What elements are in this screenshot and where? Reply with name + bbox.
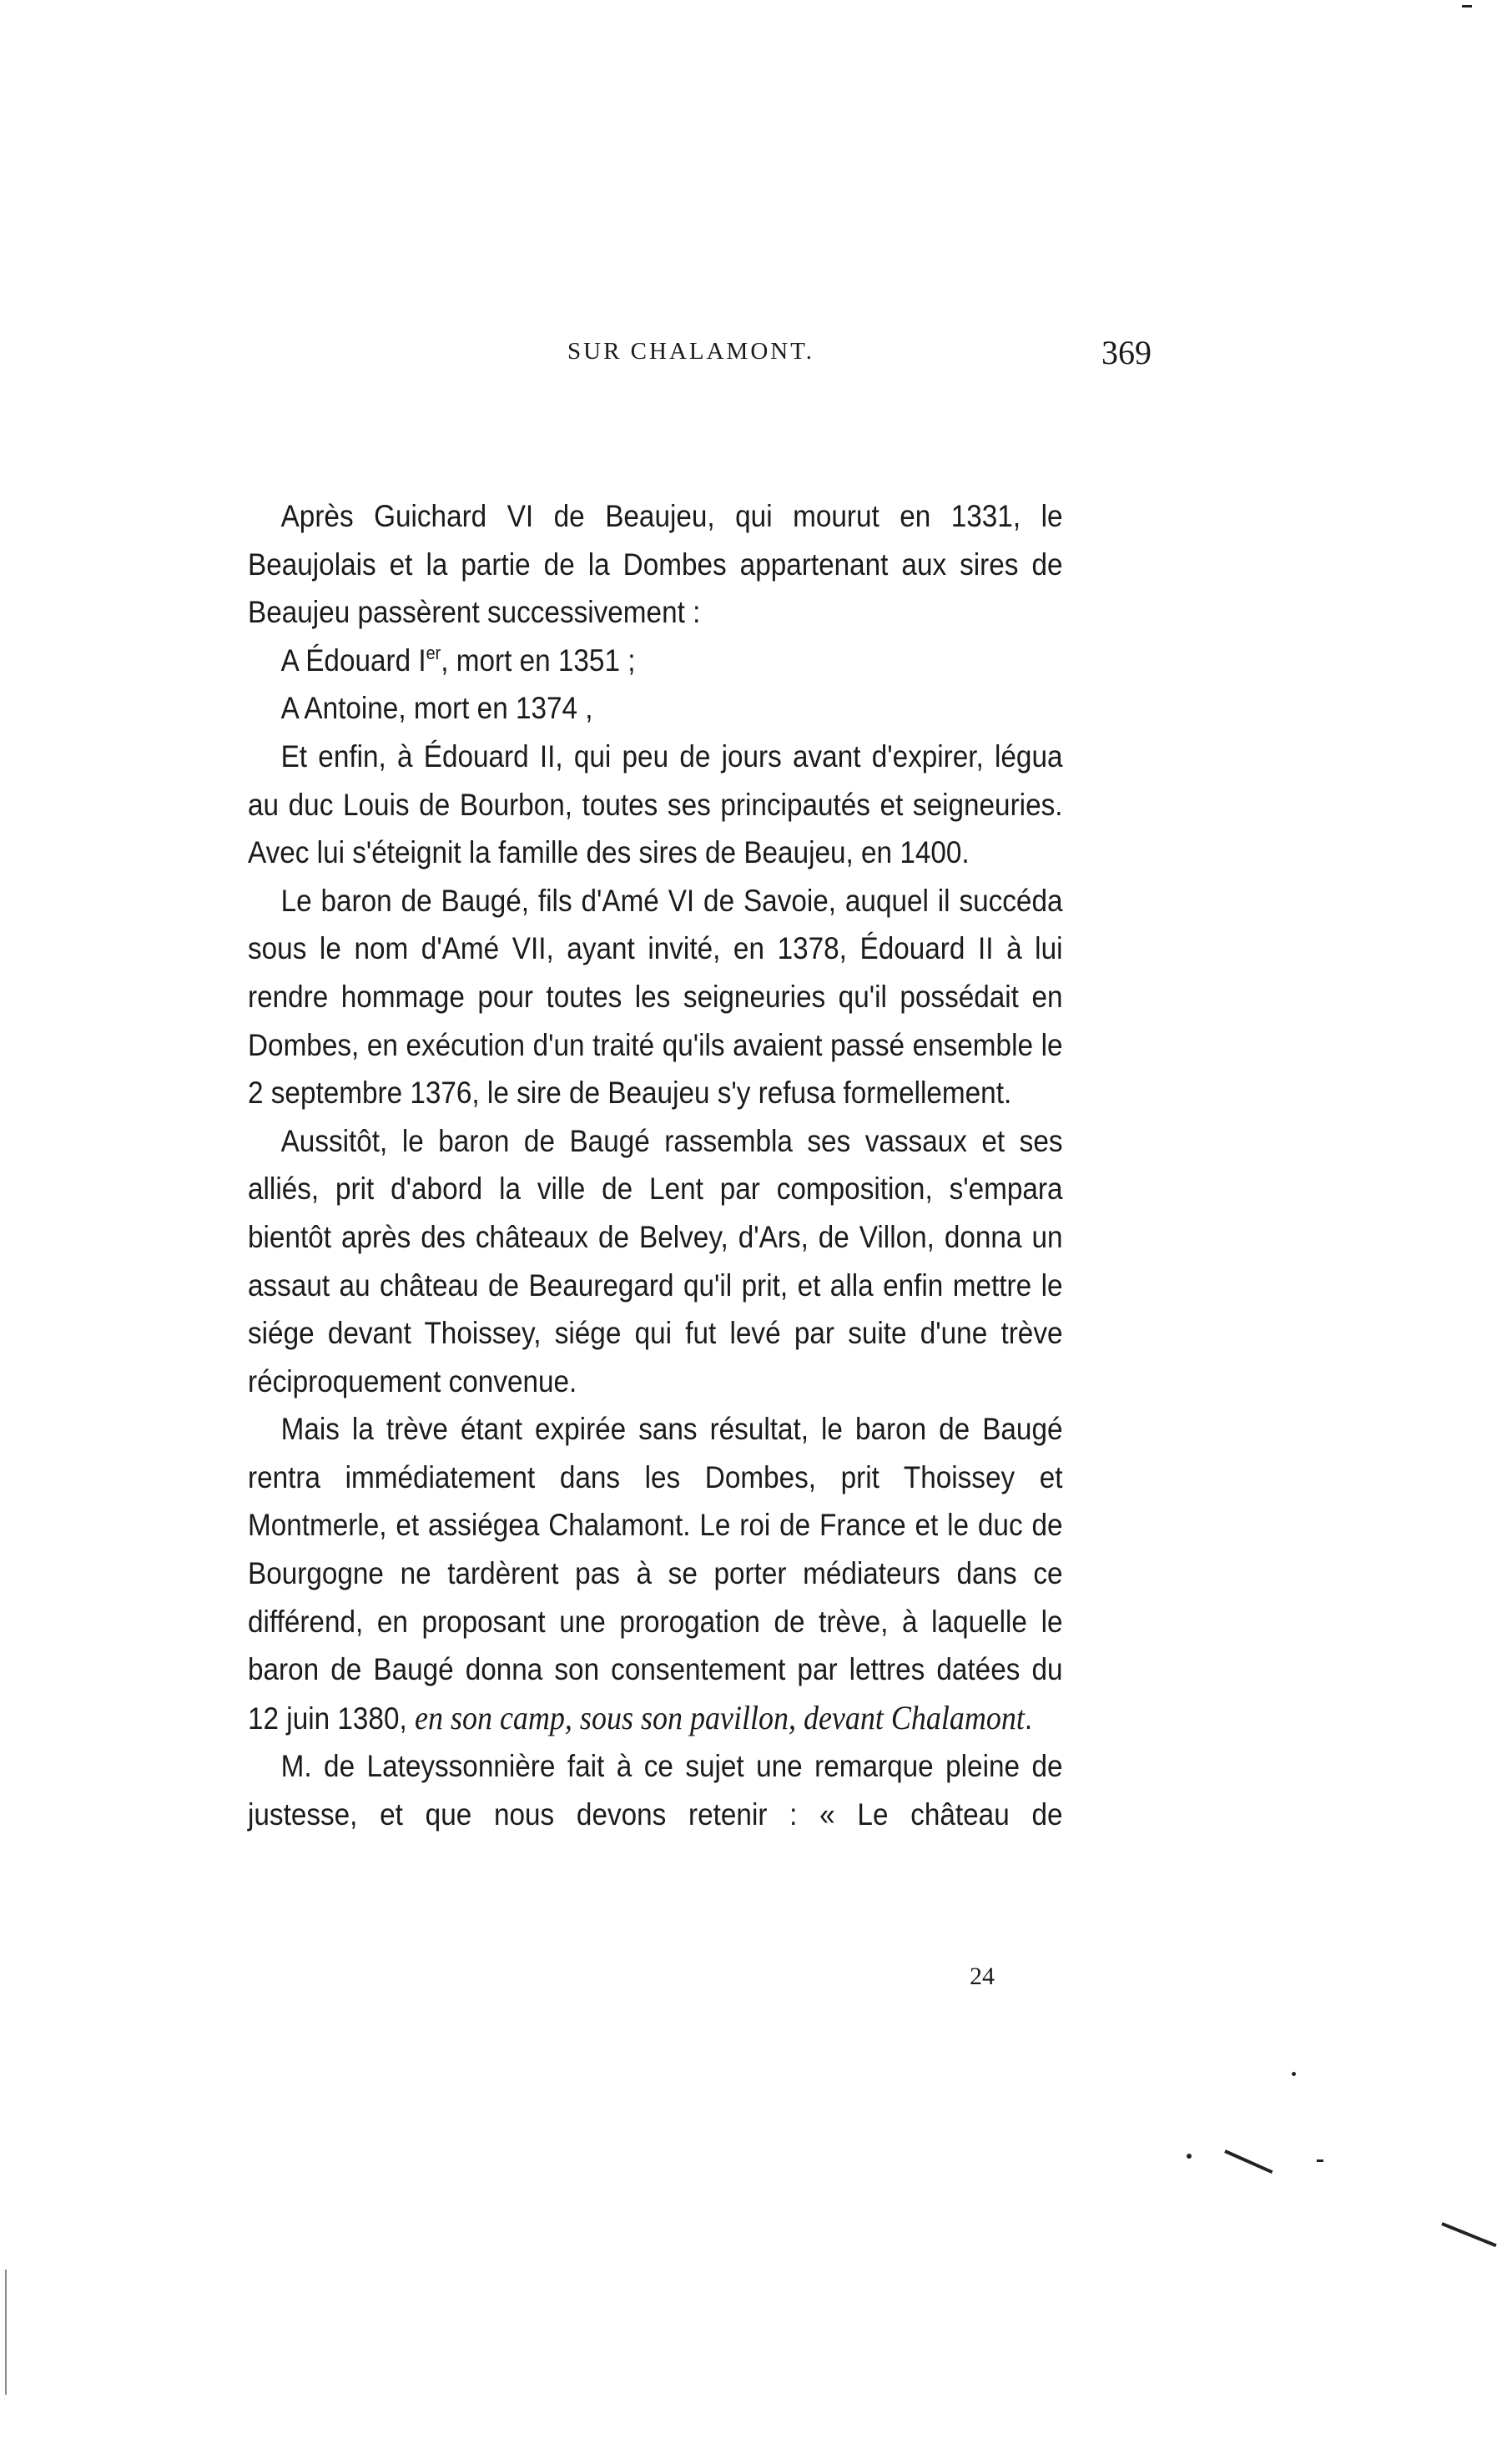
body-text [248,492,1063,1839]
paragraph-2 [248,637,1063,685]
paragraph-2-superscript: er [426,642,441,663]
paragraph-8: M. de Lateyssonnière fait à ce sujet une remarque pleine de justesse, et que nous devons retenir : « Le château de [248,1749,1063,1832]
paragraph-4: Et enfin, à Édouard II, qui peu de jours avant d'expirer, légua au duc Louis de Bourbon, toutes ses principautés et seigneuries. Avec lui s'éteignit la famille des sires de Beaujeu, en 1400. [248,738,1063,870]
scan-mark [5,2270,7,2395]
scan-mark [1462,5,1472,8]
scan-mark [1292,2072,1296,2076]
paragraph-2-text-end: , mort en 1351 ; [441,643,636,678]
paragraph-6: Aussitôt, le baron de Baugé rassembla ses vassaux et ses alliés, prit d'abord la ville de Lent par composition, s'empara bientôt après des châteaux de Belvey, d'Ars, de Villon, donna un assaut au château de Beauregard qu'il prit, et alla enfin mettre le siége devant Thoissey, siége qui fut levé par suite d'une trève réciproquement convenue. [248,1123,1063,1398]
scan-mark [1441,2222,1496,2247]
scan-mark [1317,2159,1323,2162]
paragraph-1: Après Guichard VI de Beaujeu, qui mourut en 1331, le Beaujolais et la partie de la Dombes appartenant aux sires de Beaujeu passèrent successivement : [248,499,1063,630]
paragraph-7-text: Mais la trève étant expirée sans résultat, le baron de Baugé rentra immédiatement dans les Dombes, prit Thoissey et Montmerle, et assiégea Chalamont. Le roi de France et le duc de Bourgogne ne tardèrent pas à se porter médiateurs dans ce différend, en proposant une prorogation de trève, à laquelle le baron de Baugé donna son consentement par lettres datées du 12 juin 1380, [248,1412,1063,1736]
paragraph-7-italic: en son camp, sous son pavillon, devant Chalamont [414,1698,1025,1736]
signature-mark: 24 [970,1963,995,1990]
paragraph-2-text: A Édouard I [280,643,426,678]
paragraph-7 [248,1405,1063,1742]
page-number: 369 [1101,334,1152,371]
paragraph-3: A Antoine, mort en 1374 , [280,691,593,726]
scan-mark [1224,2149,1273,2174]
running-head [250,334,1152,380]
paragraph-7-end: . [1024,1701,1033,1736]
running-title: SUR CHALAMONT. [567,338,815,365]
paragraph-5: Le baron de Baugé, fils d'Amé VI de Savoie, auquel il succéda sous le nom d'Amé VII, ayant invité, en 1378, Édouard II à lui rendre hommage pour toutes les seigneuries qu'il possédait en Dombes, en exécution d'un traité qu'ils avaient passé ensemble le 2 septembre 1376, le sire de Beaujeu s'y refusa formellement. [248,883,1063,1111]
scan-mark [1187,2154,1192,2159]
